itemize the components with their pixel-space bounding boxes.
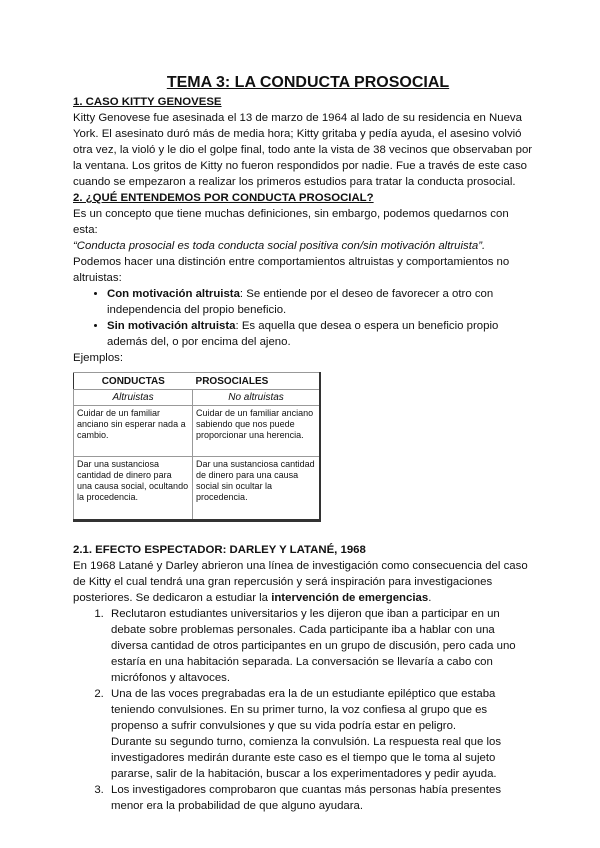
list-item: 3. Los investigadores comprobaron que cuantas más personas había presentes menor era la probabilidad de que alguno ayudara. bbox=[107, 782, 533, 814]
table-subheader-row bbox=[74, 390, 321, 406]
table-row bbox=[74, 406, 321, 457]
table-header-cell: CONDUCTAS bbox=[74, 373, 193, 390]
section-heading-kitty: 1. CASO KITTY GENOVESE bbox=[73, 96, 222, 108]
intro-paragraph: Es un concepto que tiene muchas definiciones, sin embargo, podemos quedarnos con esta: bbox=[73, 208, 509, 236]
distinction-paragraph: Podemos hacer una distinción entre comportamientos altruistas y comportamientos no altruistas: bbox=[73, 256, 510, 284]
list-item: 2. Una de las voces pregrabadas era la de un estudiante epiléptico que estaba teniendo convulsiones. En su primer turno, la voz confiesa al grupo que es propenso a sufrir convulsiones y que su vida podría estar en peligro. Durante su segundo turno, comienza la convulsión. La respuesta real que los investigadores medirán durante este caso es el tiempo que le toma al sujeto pararse, salir de la habitación, buscar a los experimentadores y pedir ayuda. bbox=[107, 686, 533, 782]
examples-table bbox=[73, 372, 321, 522]
section-heading-definition: 2. ¿QUÉ ENTENDEMOS POR CONDUCTA PROSOCIAL? bbox=[73, 192, 374, 204]
section-heading-bystander: 2.1. EFECTO ESPECTADOR: DARLEY Y LATANÉ, 1968 bbox=[73, 544, 366, 556]
table-cell: Dar una sustanciosa cantidad de dinero para una causa social sin ocultar la procedencia. bbox=[193, 457, 320, 521]
page-title: TEMA 3: LA CONDUCTA PROSOCIAL bbox=[166, 74, 450, 91]
table-header-cell: PROSOCIALES bbox=[193, 373, 320, 390]
examples-label: Ejemplos: bbox=[73, 352, 124, 364]
table-cell: Cuidar de un familiar anciano sin esperar nada a cambio. bbox=[74, 406, 193, 457]
list-item: 1. Reclutaron estudiantes universitarios y les dijeron que iban a participar en un debate sobre problemas personales. Cada participante iba a hablar con una diversa cantidad de otros participantes en un grupo de discusión, pero cada uno estaría en una habitación separada. La conversación se llevaría a cabo con micrófonos y altavoces. bbox=[107, 606, 533, 686]
definition-quote: “Conducta prosocial es toda conducta social positiva con/sin motivación altruista”. bbox=[73, 240, 486, 252]
table-subheader-cell: No altruistas bbox=[193, 390, 320, 406]
kitty-paragraph: Kitty Genovese fue asesinada el 13 de marzo de 1964 al lado de su residencia en Nueva York. El asesinato duró más de media hora; Kitty gritaba y pedía ayuda, el asesino volvió otra vez, la violó y le dio el golpe final, todo ante la vista de 38 vecinos que observaban por la ventana. Los gritos de Kitty no fueron respondidos por nadie. Fue a través de este caso cuando se empezaron a realizar los primeros estudios para tratar la conducta prosocial. bbox=[73, 112, 533, 188]
list-item: • Sin motivación altruista: Es aquella que desea o espera un beneficio propio además del, o por encima del ajeno. bbox=[107, 318, 533, 350]
table-row bbox=[74, 457, 321, 521]
motivation-list bbox=[73, 286, 533, 350]
table-cell: Dar una sustanciosa cantidad de dinero para una causa social, ocultando la procedencia. bbox=[74, 457, 193, 521]
table-cell: Cuidar de un familiar anciano sabiendo que nos puede proporcionar una herencia. bbox=[193, 406, 320, 457]
list-item: • Con motivación altruista: Se entiende por el deseo de favorecer a otro con independencia del propio beneficio. bbox=[107, 286, 533, 318]
table-header-row bbox=[74, 373, 321, 390]
bystander-paragraph: En 1968 Latané y Darley abrieron una línea de investigación como consecuencia del caso de Kitty el cual tendrá una gran repercusión y será inspiración para investigaciones posteriores. Se dedicaron a estudiar la intervención de emergencias. bbox=[73, 560, 528, 604]
document-page bbox=[73, 74, 533, 814]
experiment-steps-list bbox=[73, 606, 533, 814]
table-subheader-cell: Altruistas bbox=[74, 390, 193, 406]
